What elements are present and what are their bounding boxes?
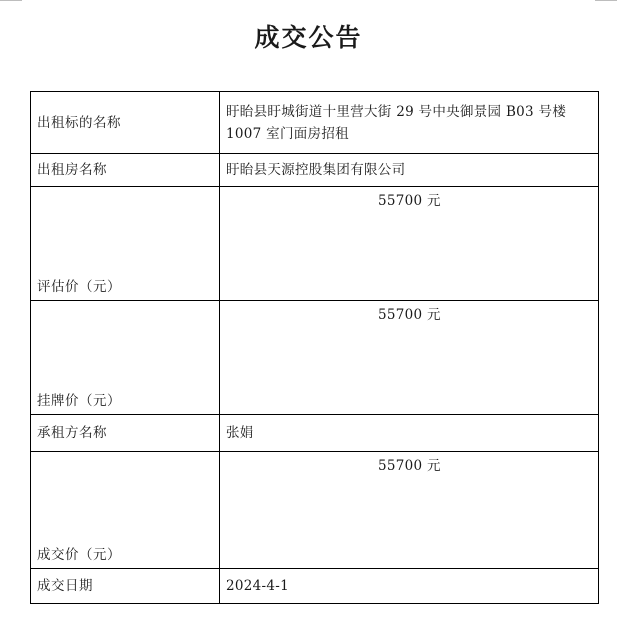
lessor-value: 盱眙县天源控股集团有限公司 bbox=[220, 154, 599, 187]
deal-date-label: 成交日期 bbox=[31, 569, 220, 604]
table-row-lessor bbox=[31, 154, 599, 187]
page-corner-mark-left bbox=[0, 0, 22, 1]
lessor-label: 出租房名称 bbox=[31, 154, 220, 187]
table-row-lessee bbox=[31, 415, 599, 452]
table-row-subject bbox=[31, 92, 599, 154]
deal-price-cell bbox=[220, 452, 599, 569]
subject-label: 出租标的名称 bbox=[31, 92, 220, 154]
lessee-value: 张娟 bbox=[220, 415, 599, 452]
table-row-deal-price bbox=[31, 452, 599, 569]
deal-price-label: 成交价（元） bbox=[31, 452, 220, 569]
listing-cell bbox=[220, 301, 599, 415]
lessee-label: 承租方名称 bbox=[31, 415, 220, 452]
listing-value: 55700 元 bbox=[378, 307, 441, 323]
table-row-listing bbox=[31, 301, 599, 415]
appraisal-label: 评估价（元） bbox=[31, 187, 220, 301]
listing-label: 挂牌价（元） bbox=[31, 301, 220, 415]
deal-price-value: 55700 元 bbox=[378, 458, 441, 474]
appraisal-value: 55700 元 bbox=[378, 193, 441, 209]
page-corner-mark-right bbox=[595, 0, 617, 1]
announcement-table bbox=[30, 91, 599, 604]
page-title: 成交公告 bbox=[254, 23, 363, 52]
appraisal-cell bbox=[220, 187, 599, 301]
table-row-appraisal bbox=[31, 187, 599, 301]
deal-date-value: 2024-4-1 bbox=[220, 569, 599, 604]
table-row-deal-date bbox=[31, 569, 599, 604]
subject-value: 盱眙县盱城街道十里营大街 29 号中央御景园 B03 号楼 1007 室门面房招租 bbox=[220, 92, 599, 154]
